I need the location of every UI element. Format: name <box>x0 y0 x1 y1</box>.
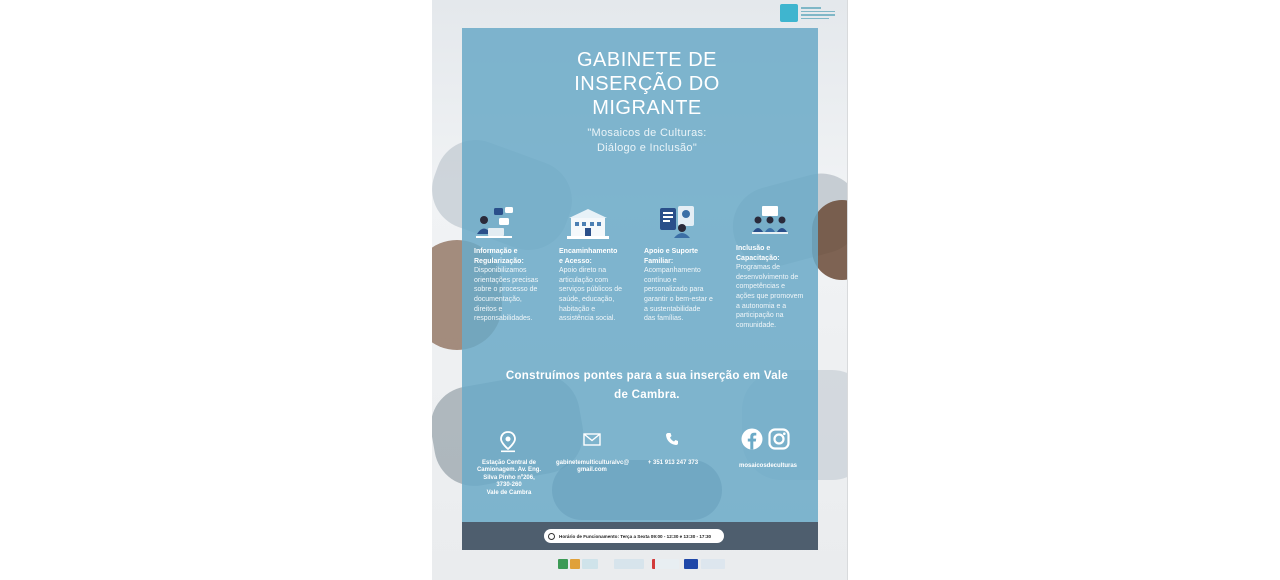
social-handle[interactable]: mosaicosdeculturas <box>738 463 798 469</box>
email-line: gabinetemulticulturalvc@ <box>556 460 630 466</box>
slogan-line: de Cambra. <box>614 389 680 401</box>
service-line: participação na <box>736 312 784 320</box>
partner-logo <box>614 559 644 569</box>
service-line: Apoio direto na <box>559 267 607 275</box>
service-line: ações que promovem <box>736 292 804 300</box>
address-line: Vale de Cambra <box>486 489 532 496</box>
service-heading <box>474 247 556 266</box>
service-line: contínuo e <box>644 276 677 284</box>
partner-logos <box>558 558 598 570</box>
email-line: gmail.com <box>577 467 607 474</box>
title-line: INSERÇÃO DO <box>574 73 720 95</box>
logo-mark <box>780 4 798 22</box>
service-line: serviços públicos de <box>559 286 623 294</box>
email-text[interactable] <box>556 460 628 475</box>
service-heading-line: Familiar: <box>644 257 674 265</box>
poster-title <box>462 48 832 120</box>
service-heading-line: Capacitação: <box>736 254 780 262</box>
service-heading <box>736 244 812 263</box>
service-description <box>559 266 641 324</box>
address-text <box>474 460 544 497</box>
eu-flag-logo <box>684 559 698 569</box>
service-heading-line: e Acesso: <box>559 257 592 265</box>
service-referral <box>559 247 641 324</box>
service-line: a autonomia e a <box>736 302 787 310</box>
partner-logos <box>652 558 679 570</box>
facebook-icon[interactable] <box>741 428 763 450</box>
service-line: direitos e <box>474 305 503 313</box>
poster-subtitle <box>462 126 832 156</box>
opening-hours <box>544 529 724 543</box>
service-line: documentação, <box>474 295 522 303</box>
service-line: habitação e <box>559 305 596 313</box>
instagram-icon[interactable] <box>768 428 790 450</box>
building-icon <box>565 208 611 240</box>
title-line: MIGRANTE <box>592 97 702 119</box>
service-line: sobre o processo de <box>474 286 538 294</box>
service-heading <box>559 247 641 266</box>
slogan-line: Construímos pontes para a sua inserção em Vale <box>505 370 789 382</box>
partner-logos <box>684 558 725 570</box>
location-pin-icon <box>499 431 517 453</box>
logo-wordmark <box>801 7 835 19</box>
organization-logo <box>780 4 838 22</box>
service-description <box>474 266 556 324</box>
service-line: personalizado para <box>644 286 704 294</box>
email-envelope-icon <box>583 433 601 446</box>
service-line: orientações precisas <box>474 276 539 284</box>
service-line: garantir o bem-estar e <box>644 295 713 303</box>
family-support-icon <box>656 204 700 240</box>
service-line: responsabilidades. <box>474 315 533 323</box>
service-line: articulação com <box>559 276 609 284</box>
service-line: Acompanhamento <box>644 267 701 275</box>
service-heading-line: Apoio e Suporte <box>644 248 699 255</box>
subtitle-line: "Mosaicos de Culturas: <box>587 127 707 139</box>
service-line: comunidade. <box>736 321 777 329</box>
poster-edge <box>847 0 848 580</box>
service-description <box>644 266 728 324</box>
service-line: das famílias. <box>644 315 684 323</box>
address-line: 3730-260 <box>496 482 522 489</box>
service-inclusion <box>736 244 812 330</box>
partner-logo <box>570 559 580 569</box>
clock-icon <box>548 533 555 540</box>
title-line: GABINETE DE <box>577 49 717 71</box>
service-line: assistência social. <box>559 315 616 323</box>
service-information <box>474 247 556 324</box>
partner-logos <box>614 558 644 570</box>
service-line: desenvolvimento de <box>736 273 799 281</box>
partner-logo <box>701 559 725 569</box>
opening-hours-text: Horário de Funcionamento: Terça a Sexta 09:00 - 12:30 e 13:30 - 17:30 <box>559 533 712 539</box>
address-line: Silva Pinho nº206, <box>483 474 535 481</box>
service-description <box>736 263 812 330</box>
service-heading-line: Encaminhamento <box>559 248 618 255</box>
partner-logo <box>652 559 679 569</box>
service-line: competências e <box>736 283 786 291</box>
service-line: Disponibilizamos <box>474 267 527 275</box>
partner-logo <box>558 559 568 569</box>
address-line: Camionagem. Av. Eng. <box>476 467 542 474</box>
service-family-support <box>644 247 728 324</box>
service-line: Programas de <box>736 264 780 272</box>
slogan <box>462 367 832 405</box>
service-heading-line: Inclusão e <box>736 245 771 252</box>
subtitle-line: Diálogo e Inclusão" <box>596 142 698 154</box>
service-heading-line: Regularização: <box>474 257 524 265</box>
service-heading-line: Informação e <box>474 248 518 255</box>
service-heading <box>644 247 728 266</box>
group-training-icon <box>750 204 790 236</box>
people-chat-icon <box>474 206 516 240</box>
partner-logo <box>582 559 598 569</box>
phone-text[interactable]: + 351 913 247 373 <box>647 460 699 466</box>
address-line: Estação Central de <box>481 460 537 466</box>
phone-icon <box>665 432 679 446</box>
service-line: saúde, educação, <box>559 295 615 303</box>
service-line: a sustentabilidade <box>644 305 701 313</box>
